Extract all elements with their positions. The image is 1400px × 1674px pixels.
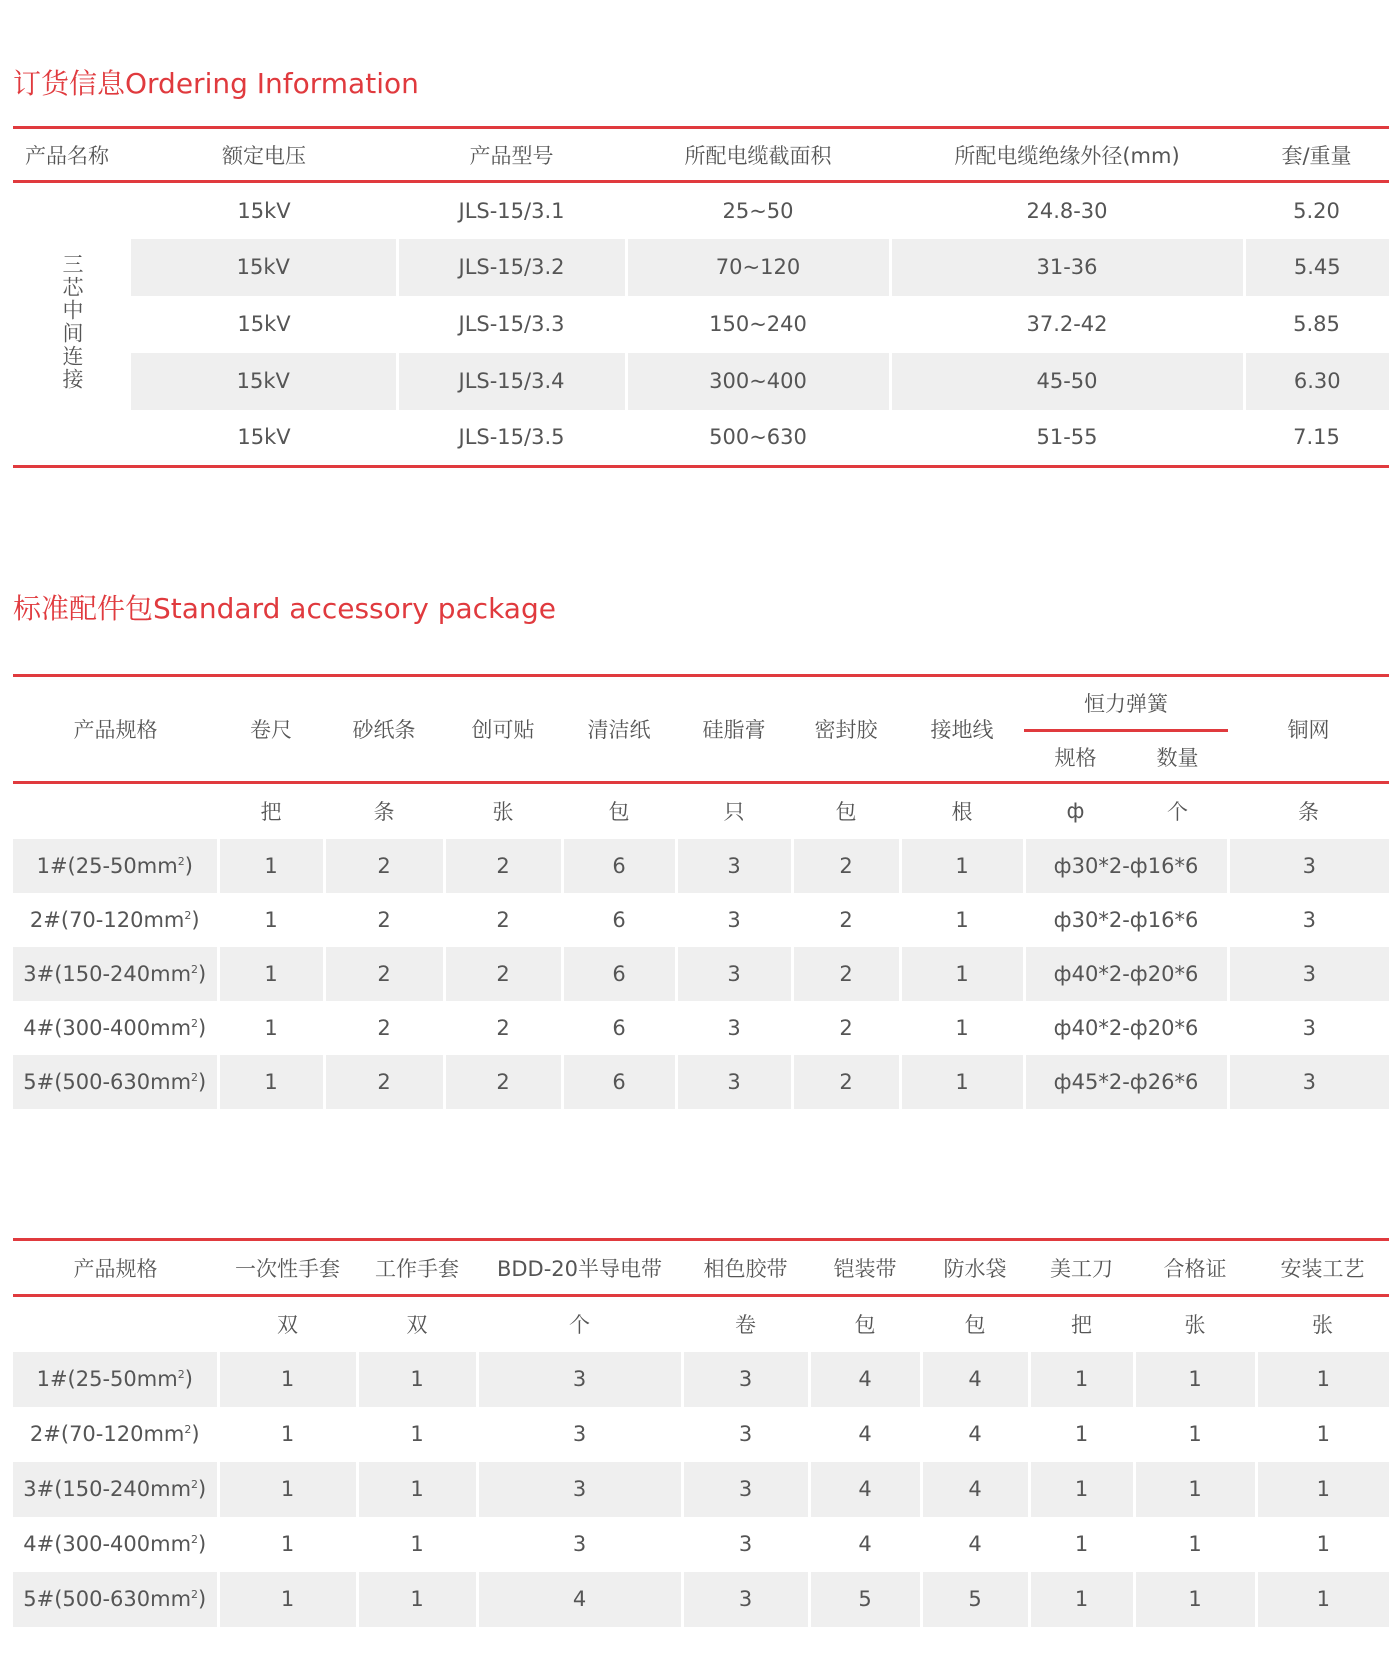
value-cell: 3 xyxy=(676,1055,792,1109)
value-cell: 2 xyxy=(792,1055,900,1109)
header-copper-mesh: 铜网 xyxy=(1228,676,1389,783)
accessory-title: 标准配件包Standard accessory package xyxy=(13,592,556,625)
header-semiconductive-tape: BDD-20半导电带 xyxy=(496,1256,663,1281)
spec-text: 5#(500-630mm xyxy=(23,1069,192,1094)
section-cell: 500~630 xyxy=(709,425,807,450)
value-cell: 1 xyxy=(900,839,1024,893)
value-cell: 3 xyxy=(676,839,792,893)
diameter-cell: 45-50 xyxy=(890,353,1244,410)
spec-text: 2#(70-120mm xyxy=(29,907,185,932)
value-cell: 2 xyxy=(444,1001,562,1055)
spec-suffix: ) xyxy=(198,1015,207,1040)
value-cell: 4 xyxy=(921,1517,1029,1572)
spec-text: 1#(25-50mm xyxy=(36,1367,178,1391)
spec-text: 3#(150-240mm xyxy=(23,1477,192,1501)
spec-cell xyxy=(13,947,218,1001)
value-cell: 3 xyxy=(676,947,792,1001)
table-row xyxy=(13,1055,1389,1109)
spec-cell xyxy=(13,839,218,893)
spec-suffix: ) xyxy=(191,907,200,932)
header-insulation-diameter: 所配电缆绝缘外径(mm) xyxy=(954,143,1180,168)
value-cell: 3 xyxy=(1228,947,1389,1001)
spec-superscript: 2 xyxy=(191,1588,199,1601)
voltage-cell: 15kV xyxy=(237,198,291,223)
weight-cell: 5.85 xyxy=(1293,312,1340,336)
spec-cell xyxy=(13,1352,218,1407)
diameter-cell: 37.2-42 xyxy=(1026,312,1108,336)
header-armor-tape: 铠装带 xyxy=(833,1256,897,1281)
table-row xyxy=(13,1572,1389,1627)
value-cell: 1 xyxy=(357,1407,477,1462)
spec-suffix: ) xyxy=(198,961,207,986)
value-cell: 1 xyxy=(218,947,324,1001)
value-cell: 1 xyxy=(1256,1462,1389,1517)
spec-text: 4#(300-400mm xyxy=(23,1532,192,1556)
diameter-cell: 51-55 xyxy=(1036,425,1098,450)
spec-suffix: ) xyxy=(198,1069,207,1094)
spec-text: 2#(70-120mm xyxy=(29,1422,185,1446)
value-cell: 2 xyxy=(444,893,562,947)
value-cell: 2 xyxy=(324,893,444,947)
value-cell: 1 xyxy=(1256,1352,1389,1407)
table-row xyxy=(13,1001,1389,1055)
value-cell: 1 xyxy=(218,839,324,893)
section-cell: 70~120 xyxy=(626,239,890,296)
value-cell: 1 xyxy=(218,1407,357,1462)
value-cell: 2 xyxy=(792,839,900,893)
table-row xyxy=(13,353,1389,410)
spec-superscript: 2 xyxy=(191,1478,199,1491)
value-cell: 1 xyxy=(1134,1462,1256,1517)
weight-cell: 6.30 xyxy=(1244,353,1389,410)
voltage-cell: 15kV xyxy=(237,425,291,450)
header-work-gloves: 工作手套 xyxy=(375,1256,459,1281)
header-spec: 产品规格 xyxy=(13,676,218,783)
unit-cell: 包 xyxy=(964,1313,986,1338)
ordering-title: 订货信息Ordering Information xyxy=(13,67,419,100)
unit-cell: 张 xyxy=(1312,1313,1333,1338)
spec-suffix: ) xyxy=(198,1587,207,1611)
value-cell: 3 xyxy=(1228,1055,1389,1109)
value-cell: 6 xyxy=(562,839,676,893)
header-bandage: 创可贴 xyxy=(444,676,562,783)
spec-cell xyxy=(13,1572,218,1627)
value-cell: 3 xyxy=(676,893,792,947)
value-cell: 2 xyxy=(324,1001,444,1055)
value-cell: ф45*2-ф26*6 xyxy=(1024,1055,1228,1109)
spec-suffix: ) xyxy=(184,1367,193,1391)
spec-cell xyxy=(13,1517,218,1572)
units-row xyxy=(13,783,1389,839)
unit-cell: 条 xyxy=(373,800,395,825)
value-cell: 5 xyxy=(809,1572,921,1627)
accessory-table-2 xyxy=(13,1238,1389,1627)
value-cell: 1 xyxy=(218,1055,324,1109)
header-sandpaper: 砂纸条 xyxy=(324,676,444,783)
value-cell: 1 xyxy=(1029,1352,1134,1407)
header-disposable-gloves: 一次性手套 xyxy=(235,1256,340,1281)
spec-superscript: 2 xyxy=(177,1368,185,1381)
value-cell: 4 xyxy=(921,1462,1029,1517)
value-cell: 2 xyxy=(792,1001,900,1055)
value-cell: 1 xyxy=(218,893,324,947)
spec-cell xyxy=(13,1055,218,1109)
spec-text: 5#(500-630mm xyxy=(23,1587,192,1611)
value-cell: 1 xyxy=(1134,1407,1256,1462)
diameter-cell: 31-36 xyxy=(890,239,1244,296)
product-name-vertical: 三芯中间连接 xyxy=(60,252,84,391)
table-row xyxy=(13,1352,1389,1407)
value-cell: 3 xyxy=(477,1517,682,1572)
header-utility-knife: 美工刀 xyxy=(1050,1256,1113,1281)
spec-cell xyxy=(13,1462,218,1517)
table-row xyxy=(13,182,1389,239)
value-cell: 2 xyxy=(324,1055,444,1109)
accessory-table-1 xyxy=(13,674,1389,1109)
unit-cell xyxy=(13,783,218,839)
unit-cell: 包 xyxy=(608,800,630,825)
unit-cell: 包 xyxy=(854,1313,876,1338)
accessory1-header-row xyxy=(13,676,1389,731)
header-rated-voltage: 额定电压 xyxy=(222,143,306,168)
unit-cell: 卷 xyxy=(735,1313,756,1338)
header-silicone-grease: 硅脂膏 xyxy=(676,676,792,783)
header-waterproof-bag: 防水袋 xyxy=(943,1256,1007,1281)
table-row xyxy=(13,296,1389,353)
value-cell: 1 xyxy=(1134,1352,1256,1407)
value-cell: 1 xyxy=(900,1001,1024,1055)
header-ground-wire: 接地线 xyxy=(900,676,1024,783)
header-install-guide: 安装工艺 xyxy=(1280,1256,1365,1281)
value-cell: 2 xyxy=(324,839,444,893)
value-cell: 1 xyxy=(1029,1572,1134,1627)
value-cell: 6 xyxy=(562,893,676,947)
value-cell: 1 xyxy=(1029,1462,1134,1517)
header-phase-tape: 相色胶带 xyxy=(703,1256,788,1281)
spec-superscript: 2 xyxy=(184,908,192,922)
spec-text: 1#(25-50mm xyxy=(36,853,178,878)
value-cell: 6 xyxy=(562,1055,676,1109)
value-cell: 1 xyxy=(218,1462,357,1517)
spec-suffix: ) xyxy=(198,1532,207,1556)
value-cell: 4 xyxy=(809,1517,921,1572)
value-cell: 2 xyxy=(444,839,562,893)
voltage-cell: 15kV xyxy=(237,312,291,336)
unit-cell: 个 xyxy=(569,1313,590,1338)
value-cell: 1 xyxy=(1256,1407,1389,1462)
table-row xyxy=(13,410,1389,467)
table-row xyxy=(13,947,1389,1001)
header-certificate: 合格证 xyxy=(1163,1256,1227,1281)
header-spec: 产品规格 xyxy=(73,1256,158,1281)
value-cell: ф40*2-ф20*6 xyxy=(1024,1001,1228,1055)
header-spring-qty: 数量 xyxy=(1127,731,1228,783)
header-product-name: 产品名称 xyxy=(25,143,109,168)
value-cell: 1 xyxy=(218,1001,324,1055)
table-row xyxy=(13,1517,1389,1572)
header-weight: 套/重量 xyxy=(1281,143,1352,168)
spec-superscript: 2 xyxy=(191,1533,199,1546)
header-model: 产品型号 xyxy=(469,143,554,168)
weight-cell: 5.20 xyxy=(1293,198,1340,223)
voltage-cell: 15kV xyxy=(131,353,397,410)
spec-superscript: 2 xyxy=(191,962,199,976)
value-cell: 1 xyxy=(1029,1407,1134,1462)
value-cell: 1 xyxy=(218,1352,357,1407)
value-cell: 6 xyxy=(562,1001,676,1055)
value-cell: 1 xyxy=(1256,1572,1389,1627)
diameter-cell: 24.8-30 xyxy=(1026,198,1108,223)
model-cell: JLS-15/3.2 xyxy=(397,239,626,296)
value-cell: 1 xyxy=(1134,1517,1256,1572)
model-cell: JLS-15/3.3 xyxy=(458,312,565,336)
unit-cell: 把 xyxy=(1071,1313,1092,1338)
value-cell: 1 xyxy=(1029,1517,1134,1572)
product-name-cell xyxy=(13,182,131,467)
accessory2-header-row xyxy=(13,1240,1389,1296)
unit-cell: 双 xyxy=(406,1313,428,1338)
value-cell: 4 xyxy=(809,1462,921,1517)
value-cell: 1 xyxy=(900,893,1024,947)
value-cell: 1 xyxy=(357,1572,477,1627)
units-row xyxy=(13,1296,1389,1352)
spec-superscript: 2 xyxy=(191,1016,199,1030)
value-cell: 4 xyxy=(921,1352,1029,1407)
value-cell: ф30*2-ф16*6 xyxy=(1024,893,1228,947)
value-cell: ф30*2-ф16*6 xyxy=(1024,839,1228,893)
spec-suffix: ) xyxy=(191,1422,200,1446)
value-cell: 2 xyxy=(324,947,444,1001)
voltage-cell: 15kV xyxy=(131,239,397,296)
section-cell: 150~240 xyxy=(709,312,807,336)
unit-cell: 条 xyxy=(1298,800,1319,825)
value-cell: ф40*2-ф20*6 xyxy=(1024,947,1228,1001)
value-cell: 3 xyxy=(682,1462,809,1517)
unit-cell: 张 xyxy=(1184,1313,1206,1338)
header-cleaning-paper: 清洁纸 xyxy=(562,676,676,783)
value-cell: 1 xyxy=(218,1572,357,1627)
accessory2-body xyxy=(13,1352,1389,1627)
spec-superscript: 2 xyxy=(177,854,185,868)
value-cell: 3 xyxy=(676,1001,792,1055)
value-cell: 3 xyxy=(682,1572,809,1627)
value-cell: 3 xyxy=(1228,839,1389,893)
section-cell: 25~50 xyxy=(722,198,794,223)
value-cell: 4 xyxy=(477,1572,682,1627)
table-row xyxy=(13,893,1389,947)
value-cell: 6 xyxy=(562,947,676,1001)
unit-cell: 包 xyxy=(835,800,857,825)
value-cell: 1 xyxy=(900,1055,1024,1109)
spec-suffix: ) xyxy=(184,853,193,878)
value-cell: 2 xyxy=(792,947,900,1001)
spec-cell xyxy=(13,1001,218,1055)
value-cell: 3 xyxy=(1228,893,1389,947)
model-cell: JLS-15/3.4 xyxy=(397,353,626,410)
value-cell: 2 xyxy=(444,1055,562,1109)
value-cell: 3 xyxy=(682,1407,809,1462)
table-row xyxy=(13,1462,1389,1517)
header-sealant: 密封胶 xyxy=(792,676,900,783)
model-cell: JLS-15/3.1 xyxy=(458,198,565,223)
unit-cell: 只 xyxy=(723,800,745,825)
value-cell: 3 xyxy=(682,1517,809,1572)
spec-cell xyxy=(13,1407,218,1462)
unit-cell xyxy=(13,1296,218,1352)
header-cross-section: 所配电缆截面积 xyxy=(684,143,832,168)
spec-suffix: ) xyxy=(198,1477,207,1501)
unit-cell: 根 xyxy=(951,800,973,825)
table-row xyxy=(13,239,1389,296)
value-cell: 4 xyxy=(809,1407,921,1462)
ordering-table xyxy=(13,126,1389,468)
ordering-header-row xyxy=(13,128,1389,182)
section-cell: 300~400 xyxy=(626,353,890,410)
accessory1-body xyxy=(13,839,1389,1109)
header-spring-spec: 规格 xyxy=(1024,731,1127,783)
unit-cell: ф xyxy=(1066,799,1085,824)
unit-cell: 双 xyxy=(277,1313,298,1338)
unit-cell: 把 xyxy=(260,800,282,825)
value-cell: 5 xyxy=(921,1572,1029,1627)
value-cell: 3 xyxy=(477,1352,682,1407)
header-tape-measure: 卷尺 xyxy=(218,676,324,783)
value-cell: 1 xyxy=(1256,1517,1389,1572)
value-cell: 2 xyxy=(792,893,900,947)
value-cell: 4 xyxy=(809,1352,921,1407)
value-cell: 3 xyxy=(477,1462,682,1517)
value-cell: 1 xyxy=(900,947,1024,1001)
weight-cell: 7.15 xyxy=(1293,425,1340,450)
model-cell: JLS-15/3.5 xyxy=(458,425,565,450)
unit-cell: 个 xyxy=(1167,800,1188,825)
value-cell: 1 xyxy=(357,1517,477,1572)
spec-text: 4#(300-400mm xyxy=(23,1015,192,1040)
value-cell: 4 xyxy=(921,1407,1029,1462)
table-row xyxy=(13,839,1389,893)
value-cell: 3 xyxy=(477,1407,682,1462)
spec-cell xyxy=(13,893,218,947)
weight-cell: 5.45 xyxy=(1244,239,1389,296)
unit-cell: 张 xyxy=(492,800,514,825)
header-constant-spring: 恒力弹簧 xyxy=(1084,692,1168,716)
spec-superscript: 2 xyxy=(184,1423,192,1436)
value-cell: 2 xyxy=(444,947,562,1001)
value-cell: 3 xyxy=(1228,1001,1389,1055)
value-cell: 3 xyxy=(682,1352,809,1407)
spec-superscript: 2 xyxy=(191,1070,199,1084)
table-row xyxy=(13,1407,1389,1462)
value-cell: 1 xyxy=(1134,1572,1256,1627)
spec-text: 3#(150-240mm xyxy=(23,961,192,986)
value-cell: 1 xyxy=(357,1462,477,1517)
value-cell: 1 xyxy=(357,1352,477,1407)
value-cell: 1 xyxy=(218,1517,357,1572)
